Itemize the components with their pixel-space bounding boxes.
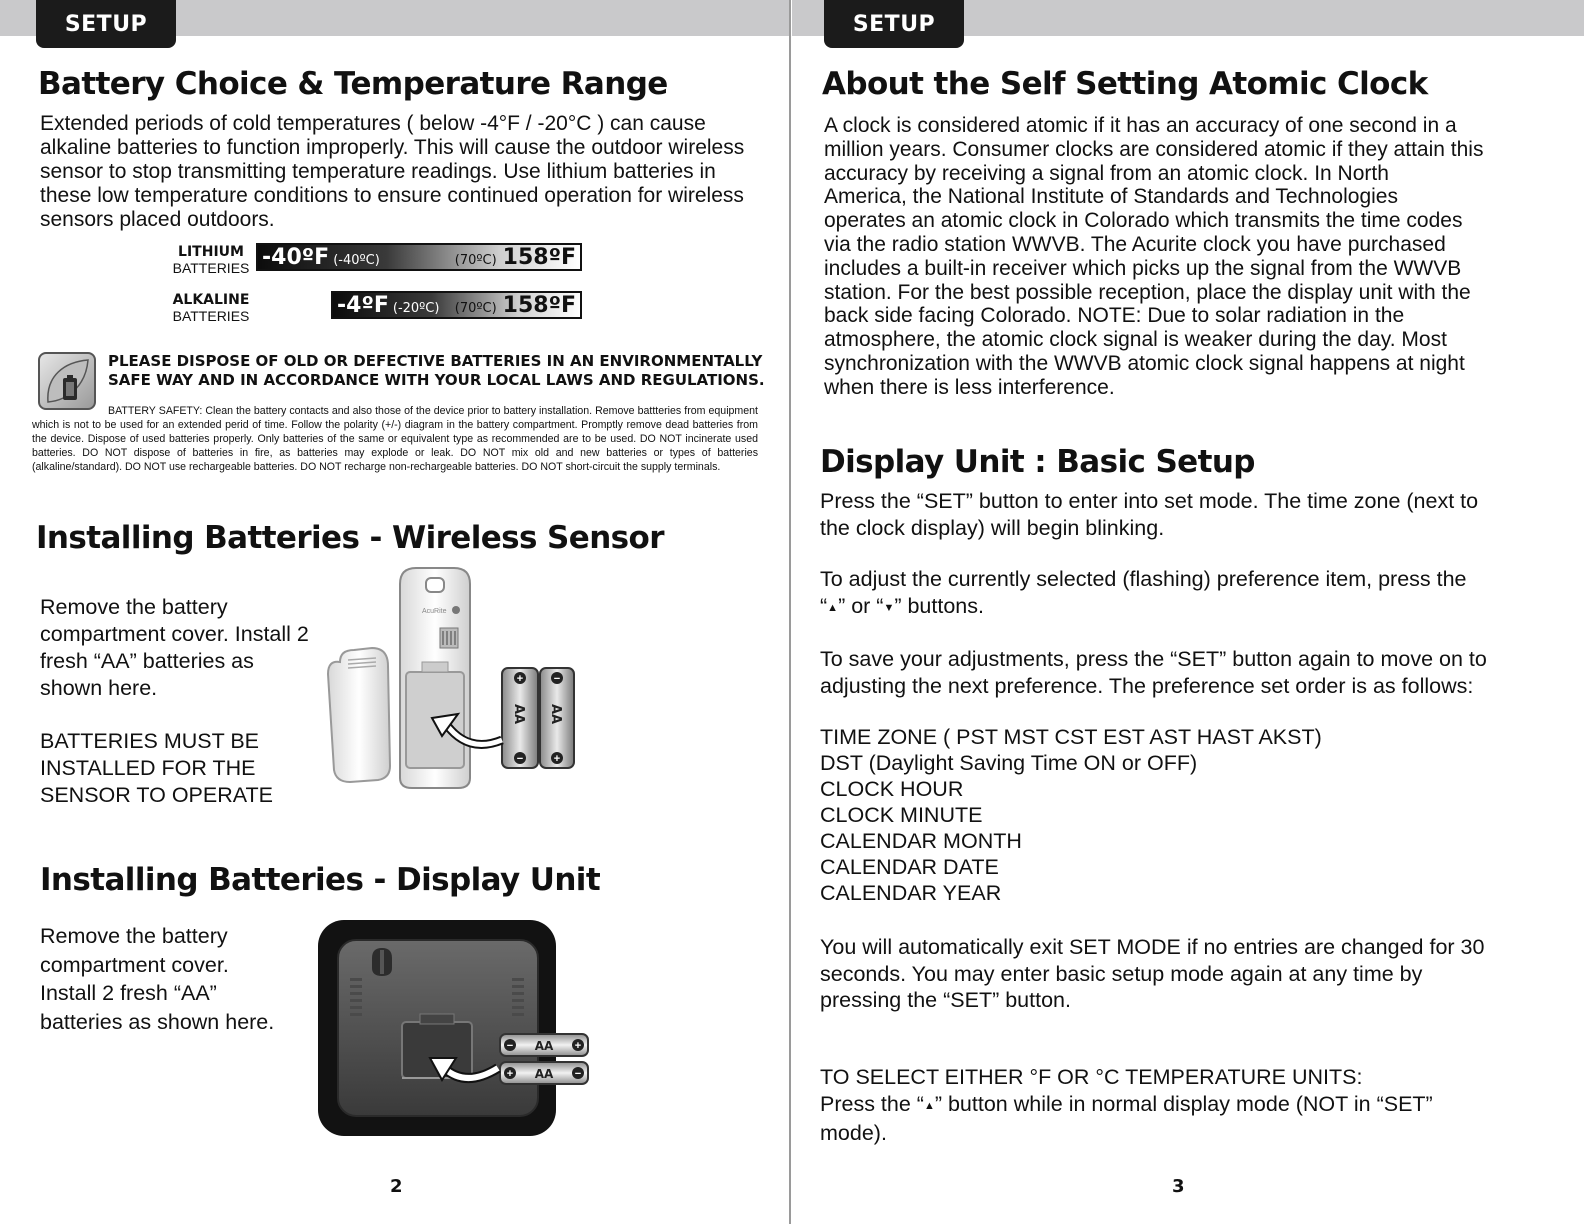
svg-text:+: + [553,753,561,765]
atomic-clock-title: About the Self Setting Atomic Clock [822,66,1428,102]
order-item: CALENDAR DATE [820,855,999,879]
order-item: CALENDAR MONTH [820,829,1022,853]
order-item: CALENDAR YEAR [820,881,1002,905]
order-item: CLOCK MINUTE [820,803,983,827]
units-end: ” button while in normal display mode (NOT in “SET” [934,1092,1433,1116]
sensor-note: BATTERIES MUST BE INSTALLED FOR THE SENSOR TO OPERATE [40,729,273,807]
battery-safety-text: BATTERY SAFETY: Clean the battery contacts and also those of the device prior to battery installation. Remove battteries from equipment which is not to be used for an extended perid of time. Follow the polarity (+/-) diagram in the battery compartment. Promptly remove dead batteries from the device. Dispose of used batteries properly. Only batteries of the same or equivalent type as recommended are to be used. DO NOT incinerate used batteries. DO NOT dispose of batteries in fire, as batteries may explode or leak. DO NOT mix old and new batteries or types of batteries (alkaline/standard). DO NOT use rechargeable batteries. DO NOT recharge non-rechargeable batteries. DO NOT short-circuit the supply terminals. [32,405,758,473]
display-battery-label-2: AA [534,1067,554,1081]
setup-para-2-mid: ” or “ [838,593,884,618]
lithium-high-f: 158ºF [502,245,576,270]
alkaline-low [337,293,439,322]
sensor-battery-label-2: AA [548,703,563,725]
alkaline-low-c: (-20ºC) [392,301,440,316]
preference-order-list [820,724,1322,906]
lithium-label [166,244,256,276]
lithium-low-c: (-40ºC) [333,253,380,268]
page-divider [789,0,791,1224]
order-item: DST (Daylight Saving Time ON or OFF) [820,751,1198,775]
svg-text:−: − [506,1040,514,1052]
page-number-left: 2 [390,1176,403,1197]
battery-choice-title: Battery Choice & Temperature Range [38,66,668,102]
lithium-suffix: BATTERIES [172,260,250,276]
alkaline-range-bar [331,291,582,319]
setup-para-4: You will automatically exit SET MODE if no entries are changed for 30 seconds. You may enter basic setup mode again at any time by pressing the “SET” button. [820,935,1485,1012]
alkaline-high-c: (70ºC) [454,301,497,316]
setup-tab: SETUP [36,0,176,48]
svg-text:+: + [516,673,524,685]
dispose-notice: PLEASE DISPOSE OF OLD OR DEFECTIVE BATTERIES IN AN ENVIRONMENTALLY SAFE WAY AND IN ACCORDANCE WITH YOUR LOCAL LAWS AND REGULATIONS. [108,352,765,389]
order-item: TIME ZONE ( PST MST CST EST AST HAST AKST) [820,725,1322,749]
setup-para-2-end: ” buttons. [894,593,984,618]
setup-para-2: To adjust the currently selected (flashing) preference item, press the “▲” or “▼” buttons. [820,567,1467,618]
lithium-high [455,245,576,274]
alkaline-label [166,292,256,324]
up-arrow-icon: ▲ [923,1100,935,1112]
alkaline-high [455,293,576,322]
setup-para-2-start: To adjust the currently selected (flashing) preference item, press the [820,567,1467,591]
left-page [0,0,790,1224]
alkaline-suffix: BATTERIES [172,308,250,324]
units-last: mode). [820,1120,887,1145]
basic-setup-title: Display Unit : Basic Setup [820,444,1255,480]
units-heading: TO SELECT EITHER °F OR °C TEMPERATURE UNITS: [820,1065,1363,1089]
lithium-low-f: -40ºF [262,245,330,270]
svg-text:−: − [553,673,561,685]
display-instructions: Remove the battery compartment cover. Install 2 fresh “AA” batteries as shown here. [40,924,275,1034]
alkaline-type: ALKALINE [172,292,250,308]
recycle-leaf-icon [38,352,96,410]
display-unit-title: Installing Batteries - Display Unit [40,862,601,898]
svg-text:−: − [574,1068,582,1080]
lithium-high-c: (70ºC) [454,253,497,268]
lithium-type: LITHIUM [178,244,244,260]
right-page [792,0,1584,1224]
lithium-low [262,245,380,274]
setup-para-3: To save your adjustments, press the “SET” button again to move on to adjusting the next preference. The preference set order is as follows: [820,647,1487,698]
display-battery-label-1: AA [534,1039,554,1053]
battery-choice-body: Extended periods of cold temperatures ( below -4°F / -20°C ) can cause alkaline batteries to function improperly. This will cause the outdoor wireless sensor to stop transmitting temperature readings. Use lithium batteries in these low temperature conditions to ensure continued operation for wireless sensors placed outdoors. [40,112,745,231]
sensor-illustration [318,564,590,800]
sensor-instructions: Remove the battery compartment cover. Install 2 fresh “AA” batteries as shown here. [40,595,309,700]
alkaline-high-f: 158ºF [502,293,576,318]
svg-text:+: + [574,1040,582,1052]
setup-para-1: Press the “SET” button to enter into set mode. The time zone (next to the clock display) will begin blinking. [820,489,1479,540]
setup-tab-right: SETUP [824,0,964,48]
down-arrow-icon: ▼ [883,601,895,614]
atomic-clock-body: A clock is considered atomic if it has an accuracy of one second in a million years. Consumer clocks are considered atomic if they attain this accuracy by receiving a signal from an atomic clock. In North America, the National Institute of Standards and Technologies operates an atomic clock in Colorado which transmits the time codes via the radio station WWVB. The Acurite clock you have purchased includes a built-in receiver which picks up the signal from the WWVB station. For the best possible reception, place the display unit with the back side facing Colorado. NOTE: Due to solar radiation in the atmosphere, the atomic clock signal is weaker during the day. Most synchronization with the WWVB atomic clock signal happens at night when there is less interference. [824,114,1484,399]
lithium-range-bar [256,243,582,271]
units-start: Press the “ [820,1092,924,1116]
wireless-sensor-title: Installing Batteries - Wireless Sensor [36,520,664,556]
svg-text:−: − [516,753,524,765]
sensor-battery-label-1: AA [511,703,526,725]
display-unit-illustration [316,918,592,1140]
page-number-right: 3 [1172,1176,1185,1197]
sensor-brand: AcuRite [422,608,447,615]
up-arrow-icon: ▲ [827,601,839,614]
units-instructions [820,1091,1433,1146]
order-item: CLOCK HOUR [820,777,964,801]
alkaline-low-f: -4ºF [337,293,389,318]
svg-text:+: + [506,1068,514,1080]
